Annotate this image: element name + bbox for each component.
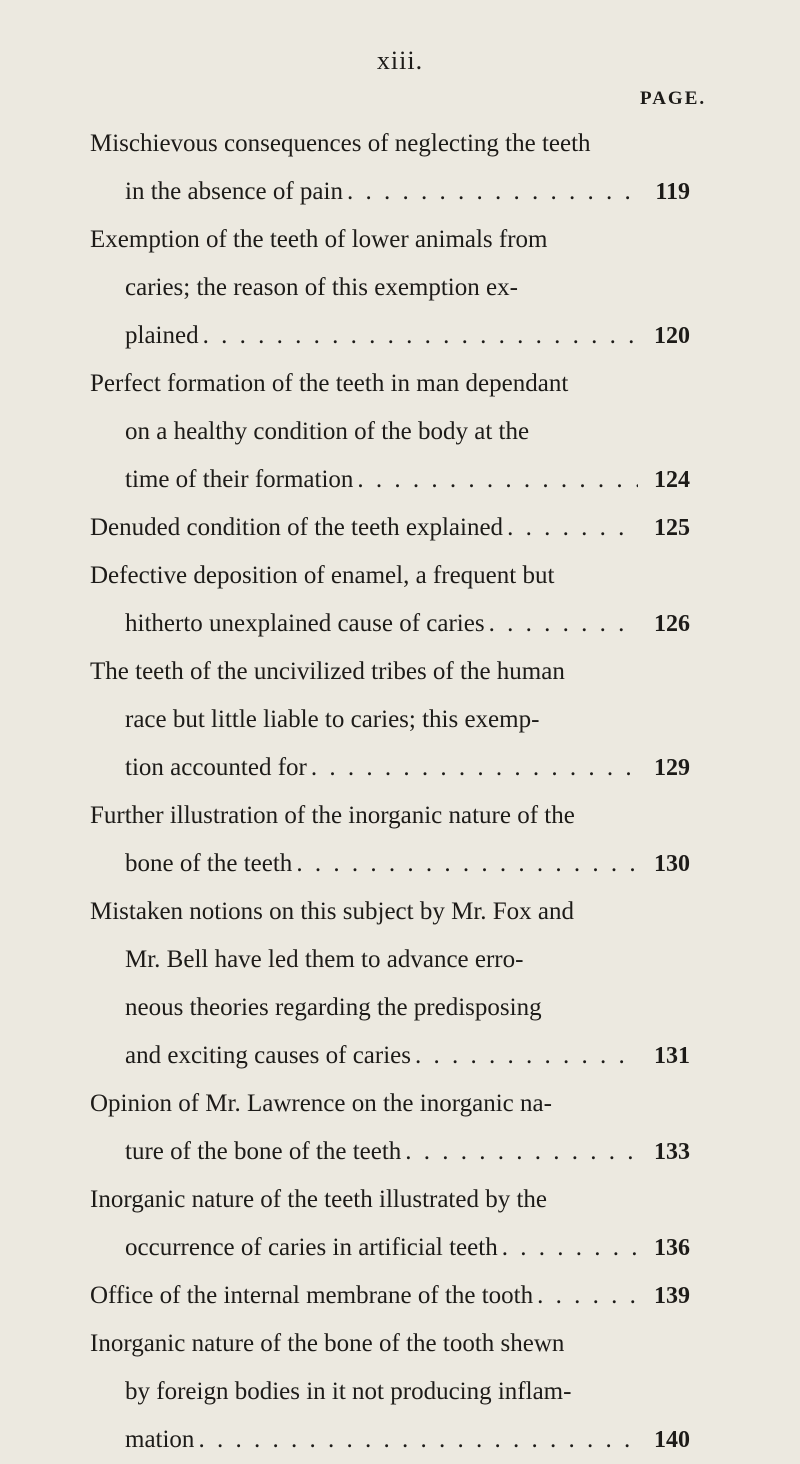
toc-entry-line bbox=[90, 984, 690, 1032]
toc-entry-line bbox=[90, 120, 690, 168]
toc-entry-line bbox=[90, 1320, 690, 1368]
toc-entry-text: and exciting causes of caries bbox=[125, 1042, 411, 1069]
dot-leader bbox=[503, 504, 638, 552]
toc-entry bbox=[90, 120, 690, 216]
toc-entry bbox=[90, 1080, 690, 1176]
toc-entry-line bbox=[90, 1080, 690, 1128]
dot-leader bbox=[199, 312, 638, 360]
toc-entry-line bbox=[90, 408, 690, 456]
toc-entry-text: Denuded condition of the teeth explained bbox=[90, 514, 504, 541]
toc-entry-text: tion accounted for bbox=[125, 754, 307, 781]
toc-entry-line bbox=[90, 1416, 690, 1464]
toc-entry bbox=[90, 888, 690, 1080]
toc-entry bbox=[90, 1320, 690, 1464]
toc-entry-text: plained bbox=[125, 322, 199, 349]
toc-entry-text: time of their formation bbox=[125, 466, 354, 493]
toc-entry-text: Exemption of the teeth of lower animals from bbox=[90, 226, 548, 253]
toc-entry-line bbox=[90, 792, 690, 840]
toc-entry-line bbox=[90, 1224, 690, 1272]
toc-entry-text: Inorganic nature of the bone of the tooth shewn bbox=[90, 1330, 565, 1357]
toc-entry-line bbox=[90, 216, 690, 264]
toc-entry-text: Mr. Bell have led them to advance erro- bbox=[125, 946, 524, 973]
toc-entry-text: caries; the reason of this exemption ex- bbox=[125, 274, 518, 301]
dot-leader bbox=[307, 744, 638, 792]
toc-entry-text: Mistaken notions on this subject by Mr. Fox and bbox=[90, 898, 575, 925]
toc-entry bbox=[90, 552, 690, 648]
page-number: xiii. bbox=[376, 46, 424, 75]
toc-entry-line bbox=[90, 456, 690, 504]
toc-page-number: 140 bbox=[654, 1427, 690, 1453]
toc-entry-line bbox=[90, 1032, 690, 1080]
toc-page-number: 136 bbox=[654, 1235, 690, 1261]
table-of-contents bbox=[90, 120, 690, 1464]
toc-entry-line bbox=[90, 744, 690, 792]
toc-page-number: 125 bbox=[654, 515, 690, 541]
toc-page-number: 126 bbox=[654, 611, 690, 637]
toc-entry-text: on a healthy condition of the body at the bbox=[125, 418, 530, 445]
toc-entry-text: in the absence of pain bbox=[125, 178, 343, 205]
toc-entry-line bbox=[90, 696, 690, 744]
toc-entry bbox=[90, 1272, 690, 1320]
toc-entry-text: Defective deposition of enamel, a frequent but bbox=[90, 562, 555, 589]
toc-entry bbox=[90, 216, 690, 360]
toc-entry-line bbox=[90, 1272, 690, 1320]
toc-page-number: 133 bbox=[654, 1139, 690, 1165]
toc-entry-text: ture of the bone of the teeth bbox=[125, 1138, 402, 1165]
toc-entry-line bbox=[90, 360, 690, 408]
dot-leader bbox=[411, 1032, 638, 1080]
toc-entry-line bbox=[90, 648, 690, 696]
toc-entry bbox=[90, 504, 690, 552]
toc-entry-line bbox=[90, 600, 690, 648]
toc-entry bbox=[90, 360, 690, 504]
toc-entry-line bbox=[90, 888, 690, 936]
toc-entry-line bbox=[90, 936, 690, 984]
toc-entry-line bbox=[90, 264, 690, 312]
toc-entry-text: Inorganic nature of the teeth illustrated by the bbox=[90, 1186, 548, 1213]
dot-leader bbox=[343, 168, 638, 216]
toc-page-number: 139 bbox=[654, 1283, 690, 1309]
toc-page-number: 119 bbox=[655, 179, 690, 205]
toc-entry-text: The teeth of the uncivilized tribes of the human bbox=[90, 658, 565, 685]
toc-entry-line bbox=[90, 1368, 690, 1416]
toc-entry-text: by foreign bodies in it not producing inflam- bbox=[125, 1378, 572, 1405]
toc-entry-text: bone of the teeth bbox=[125, 850, 293, 877]
toc-entry-line bbox=[90, 168, 690, 216]
toc-entry-text: Office of the internal membrane of the tooth bbox=[90, 1282, 534, 1309]
dot-leader bbox=[292, 840, 638, 888]
dot-leader bbox=[533, 1272, 638, 1320]
dot-leader bbox=[353, 456, 638, 504]
toc-entry-line bbox=[90, 1128, 690, 1176]
toc-entry-text: Further illustration of the inorganic nature of the bbox=[90, 802, 575, 829]
toc-page-number: 120 bbox=[654, 323, 690, 349]
toc-entry bbox=[90, 792, 690, 888]
toc-entry-text: Mischievous consequences of neglecting the teeth bbox=[90, 130, 591, 157]
toc-entry bbox=[90, 648, 690, 792]
toc-entry-text: neous theories regarding the predisposing bbox=[125, 994, 542, 1021]
toc-entry-text: race but little liable to caries; this exemp- bbox=[125, 706, 540, 733]
toc-entry-line bbox=[90, 312, 690, 360]
toc-entry-line bbox=[90, 552, 690, 600]
toc-entry-text: mation bbox=[125, 1426, 195, 1453]
toc-page-number: 124 bbox=[654, 467, 690, 493]
toc-entry-text: occurrence of caries in artificial teeth bbox=[125, 1234, 498, 1261]
dot-leader bbox=[401, 1128, 638, 1176]
dot-leader bbox=[194, 1416, 638, 1464]
dot-leader bbox=[498, 1224, 638, 1272]
toc-entry-text: Perfect formation of the teeth in man dependant bbox=[90, 370, 569, 397]
toc-page-number: 130 bbox=[654, 851, 690, 877]
toc-page-number: 129 bbox=[654, 755, 690, 781]
toc-entry bbox=[90, 1176, 690, 1272]
page-column-heading: PAGE. bbox=[640, 88, 707, 109]
toc-entry-line bbox=[90, 504, 690, 552]
toc-entry-line bbox=[90, 840, 690, 888]
toc-entry-text: hitherto unexplained cause of caries bbox=[125, 610, 485, 637]
toc-entry-line bbox=[90, 1176, 690, 1224]
dot-leader bbox=[485, 600, 638, 648]
toc-page-number: 131 bbox=[654, 1043, 690, 1069]
toc-entry-text: Opinion of Mr. Lawrence on the inorganic na- bbox=[90, 1090, 552, 1117]
